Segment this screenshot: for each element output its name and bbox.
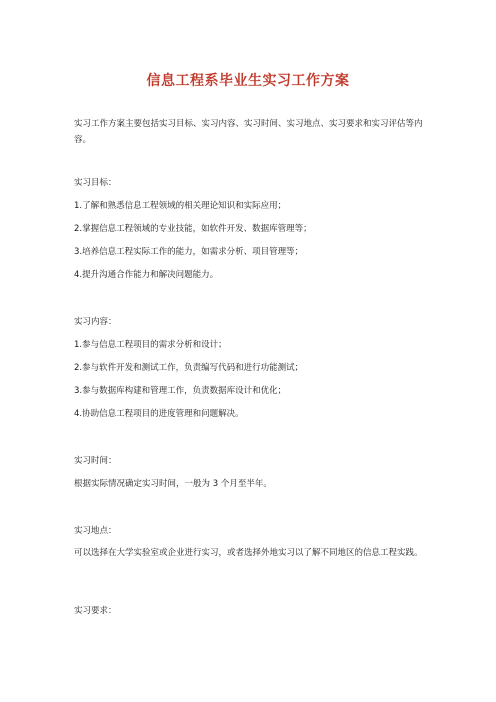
place-text: 可以选择在大学实验室或企业进行实习，或者选择外地实习以了解不同地区的信息工程实践。 bbox=[74, 548, 423, 558]
document-title: 信息工程系毕业生实习工作方案 bbox=[146, 73, 350, 89]
content-item: 2.参与软件开发和测试工作，负责编写代码和进行功能测试； bbox=[74, 363, 304, 373]
content-heading: 实习内容： bbox=[74, 317, 117, 327]
time-heading: 实习时间： bbox=[74, 456, 117, 466]
content-item: 3.参与数据库构建和管理工作，负责数据库设计和优化； bbox=[74, 386, 287, 396]
intro-paragraph: 实习工作方案主要包括实习目标、实习内容、实习时间、实习地点、实习要求和实习评估等内容。 bbox=[74, 119, 423, 145]
requirements-heading: 实习要求： bbox=[74, 606, 117, 616]
time-text: 根据实际情况确定实习时间，一般为 3 个月至半年。 bbox=[74, 479, 272, 489]
goal-item: 3.培养信息工程实际工作的能力，如需求分析、项目管理等； bbox=[74, 247, 304, 257]
goal-item: 1.了解和熟悉信息工程领域的相关理论知识和实际应用； bbox=[74, 201, 287, 211]
content-item: 4.协助信息工程项目的进度管理和问题解决。 bbox=[74, 409, 244, 419]
goal-item: 4.提升沟通合作能力和解决问题能力。 bbox=[74, 270, 219, 280]
goals-heading: 实习目标： bbox=[74, 178, 117, 188]
goal-item: 2.掌握信息工程领域的专业技能，如软件开发、数据库管理等； bbox=[74, 224, 312, 234]
place-heading: 实习地点： bbox=[74, 526, 117, 536]
content-item: 1.参与信息工程项目的需求分析和设计； bbox=[74, 340, 227, 350]
